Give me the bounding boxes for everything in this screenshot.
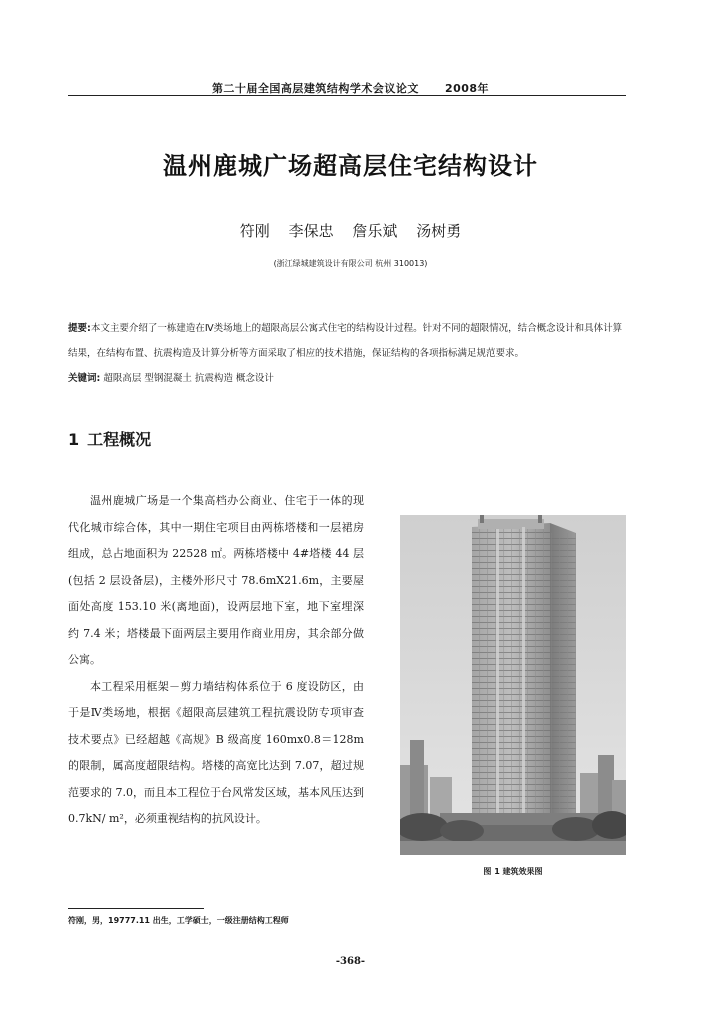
building-rendering-image	[400, 515, 626, 855]
body-text	[68, 488, 364, 833]
abstract	[68, 316, 626, 366]
section-title: 工程概况	[87, 430, 152, 449]
author-name: 符刚	[239, 222, 270, 240]
running-header	[0, 80, 701, 96]
keywords	[68, 370, 626, 384]
abstract-label: 提要:	[68, 323, 91, 334]
author-name: 李保忠	[288, 222, 334, 240]
body-paragraph: 本工程采用框架－剪力墙结构体系位于 6 度设防区，由于是Ⅳ类场地，根据《超限高层建筑工程抗震设防专项审查技术要点》已经超越《高规》B 级高度 160mx0.8＝128m 的限制，属高度超限结构。塔楼的高宽比达到 7.07，超过规范要求的 7.0，而且本工程位于台风常发区域，基本风压达到 0.7kN/ m²，必须重视结构的抗风设计。	[68, 679, 364, 825]
section-number: 1	[68, 430, 80, 449]
author-name: 汤树勇	[416, 222, 462, 240]
conference-name: 第二十届全国高层建筑结构学术会议论文	[211, 82, 419, 95]
header-rule	[68, 95, 626, 96]
keywords-label: 关键词:	[68, 373, 101, 384]
footnote-rule	[68, 908, 204, 909]
figure-caption: 图 1 建筑效果图	[483, 867, 543, 876]
building-rendering-figure	[400, 515, 626, 855]
author-list	[0, 220, 701, 241]
author-footnote: 符刚，男，19777.11 出生，工学硕士，一级注册结构工程师	[68, 916, 289, 925]
body-paragraph: 温州鹿城广场是一个集高档办公商业、住宅于一体的现代化城市综合体，其中一期住宅项目由两栋塔楼和一层裙房组成，总占地面积为 22528 ㎡。两栋塔楼中 4#塔楼 44 层(包括 2 层设备层)，主楼外形尺寸 78.6mX21.6m，主要屋面处高度 153.10 米(离地面)，设两层地下室，地下室埋深约 7.4 米；塔楼最下面两层主要用作商业用房，其余部分做公寓。	[68, 494, 364, 666]
keywords-text: 超限高层 型钢混凝土 抗震构造 概念设计	[103, 373, 274, 384]
section-heading	[68, 427, 151, 450]
conference-year: 2008年	[444, 82, 490, 95]
abstract-text: 本文主要介绍了一栋建造在Ⅳ类场地上的超限高层公寓式住宅的结构设计过程。针对不同的超限情况，结合概念设计和具体计算结果，在结构布置、抗震构造及计算分析等方面采取了相应的技术措施，保证结构的各项指标满足规范要求。	[68, 323, 623, 359]
author-name: 詹乐斌	[352, 222, 398, 240]
affiliation: (浙江绿城建筑设计有限公司 杭州 310013)	[273, 259, 428, 268]
paper-title: 温州鹿城广场超高层住宅结构设计	[163, 152, 538, 180]
page-number: -368-	[335, 956, 366, 967]
